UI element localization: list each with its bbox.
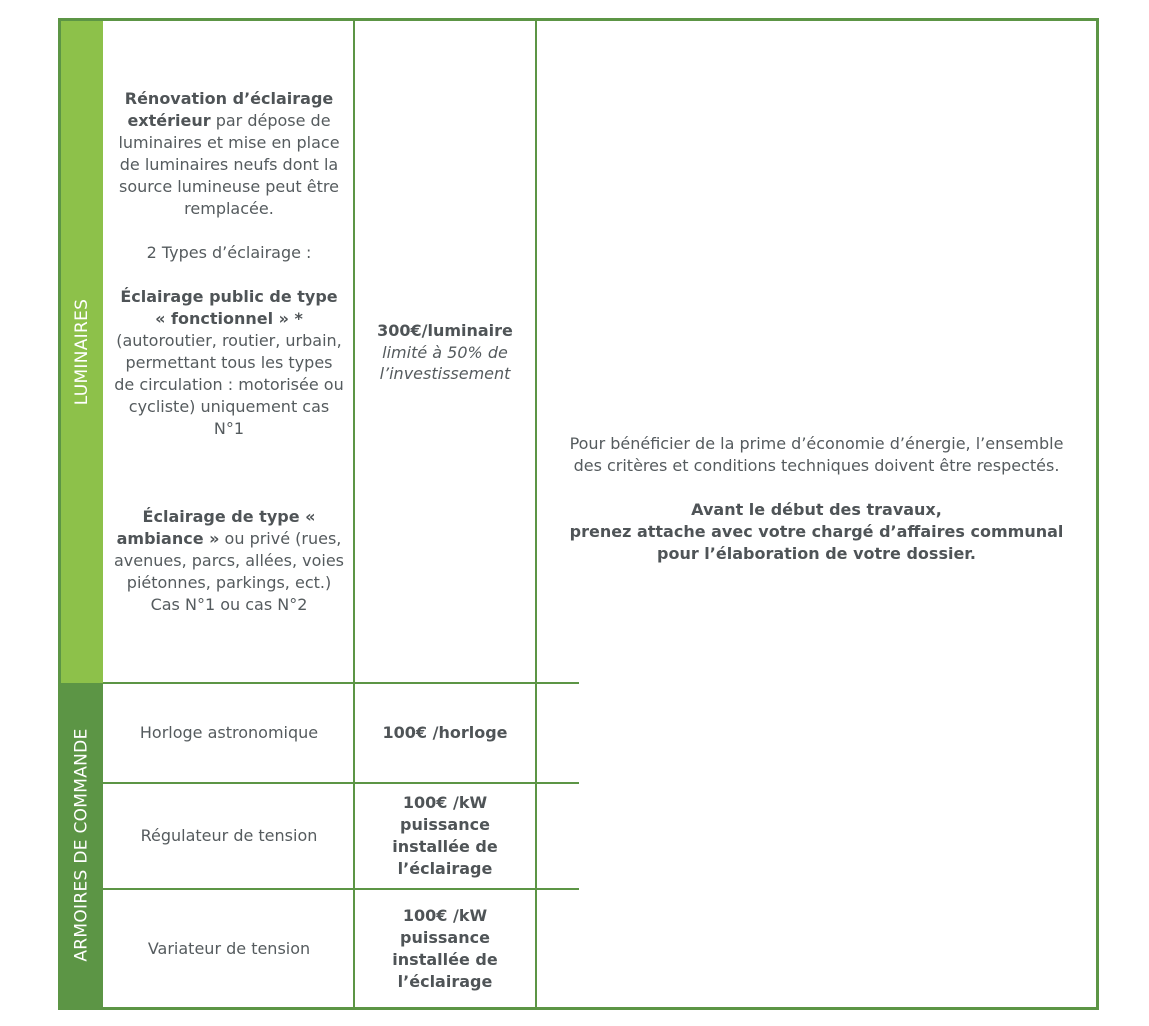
types-intro: 2 Types d’éclairage : — [146, 243, 312, 262]
info-bold-line-1: Avant le début des travaux, — [691, 500, 942, 519]
armoire-label: Variateur de tension — [147, 938, 311, 958]
info-bold-line — [555, 543, 1078, 565]
section-band-luminaires — [61, 21, 103, 683]
luminaire-price-note: limité à 50% de l’investissement — [379, 343, 511, 383]
fonctionnel-paragraph — [113, 286, 345, 440]
armoire-price-cell — [355, 784, 535, 888]
info-bold-line-3: pour l’élaboration de votre dossier. — [657, 544, 976, 563]
armoire-label-cell — [105, 784, 353, 888]
armoire-price: 100€ /kW puissance installée de l’éclairage — [392, 793, 498, 878]
renovation-text: par dépose de luminaires et mise en place de luminaires neufs dont la source lumineuse peut être remplacée. — [118, 111, 340, 218]
fonctionnel-text: (autoroutier, routier, urbain, permettant tous les types de circulation : motorisée ou cycliste) uniquement cas N°1 — [114, 331, 344, 438]
section-label-armoires: ARMOIRES DE COMMANDE — [72, 728, 93, 962]
armoire-price: 100€ /horloge — [382, 723, 508, 742]
renovation-title: Rénovation d’éclairage extérieur — [124, 89, 334, 130]
info-bold-line — [555, 521, 1078, 543]
armoire-label: Régulateur de tension — [140, 826, 318, 845]
armoire-label: Horloge astronomique — [139, 723, 319, 742]
armoire-price: 100€ /kW puissance installée de l’éclairage — [392, 905, 498, 991]
prime-table — [58, 18, 1099, 1010]
armoire-price-cell — [355, 684, 535, 782]
armoire-price-cell — [355, 890, 535, 1007]
section-band-armoires — [61, 683, 103, 1007]
info-cell — [537, 21, 1096, 1007]
section-label-luminaires: LUMINAIRES — [72, 298, 93, 406]
armoire-label-cell — [105, 684, 353, 782]
ambiance-text: ou privé (rues, avenues, parcs, allées, voies piétonnes, parkings, ect.) Cas N°1 ou cas N°2 — [113, 529, 344, 614]
luminaires-price-cell — [355, 21, 535, 683]
luminaire-price: 300€/luminaire — [377, 321, 513, 340]
info-bold-line — [555, 499, 1078, 521]
luminaires-description-cell — [105, 21, 353, 683]
renovation-paragraph — [113, 88, 345, 220]
info-bold-line-2: prenez attache avec votre chargé d’affaires communal — [569, 522, 1064, 541]
armoire-label-cell — [105, 890, 353, 1007]
ambiance-paragraph — [113, 506, 345, 616]
info-text: Pour bénéficier de la prime d’économie d’énergie, l’ensemble des critères et conditions techniques doivent être respectés. — [569, 434, 1064, 475]
fonctionnel-title: Éclairage public de type « fonctionnel » * — [120, 287, 338, 328]
ambiance-title: Éclairage de type « ambiance » — [116, 507, 316, 548]
